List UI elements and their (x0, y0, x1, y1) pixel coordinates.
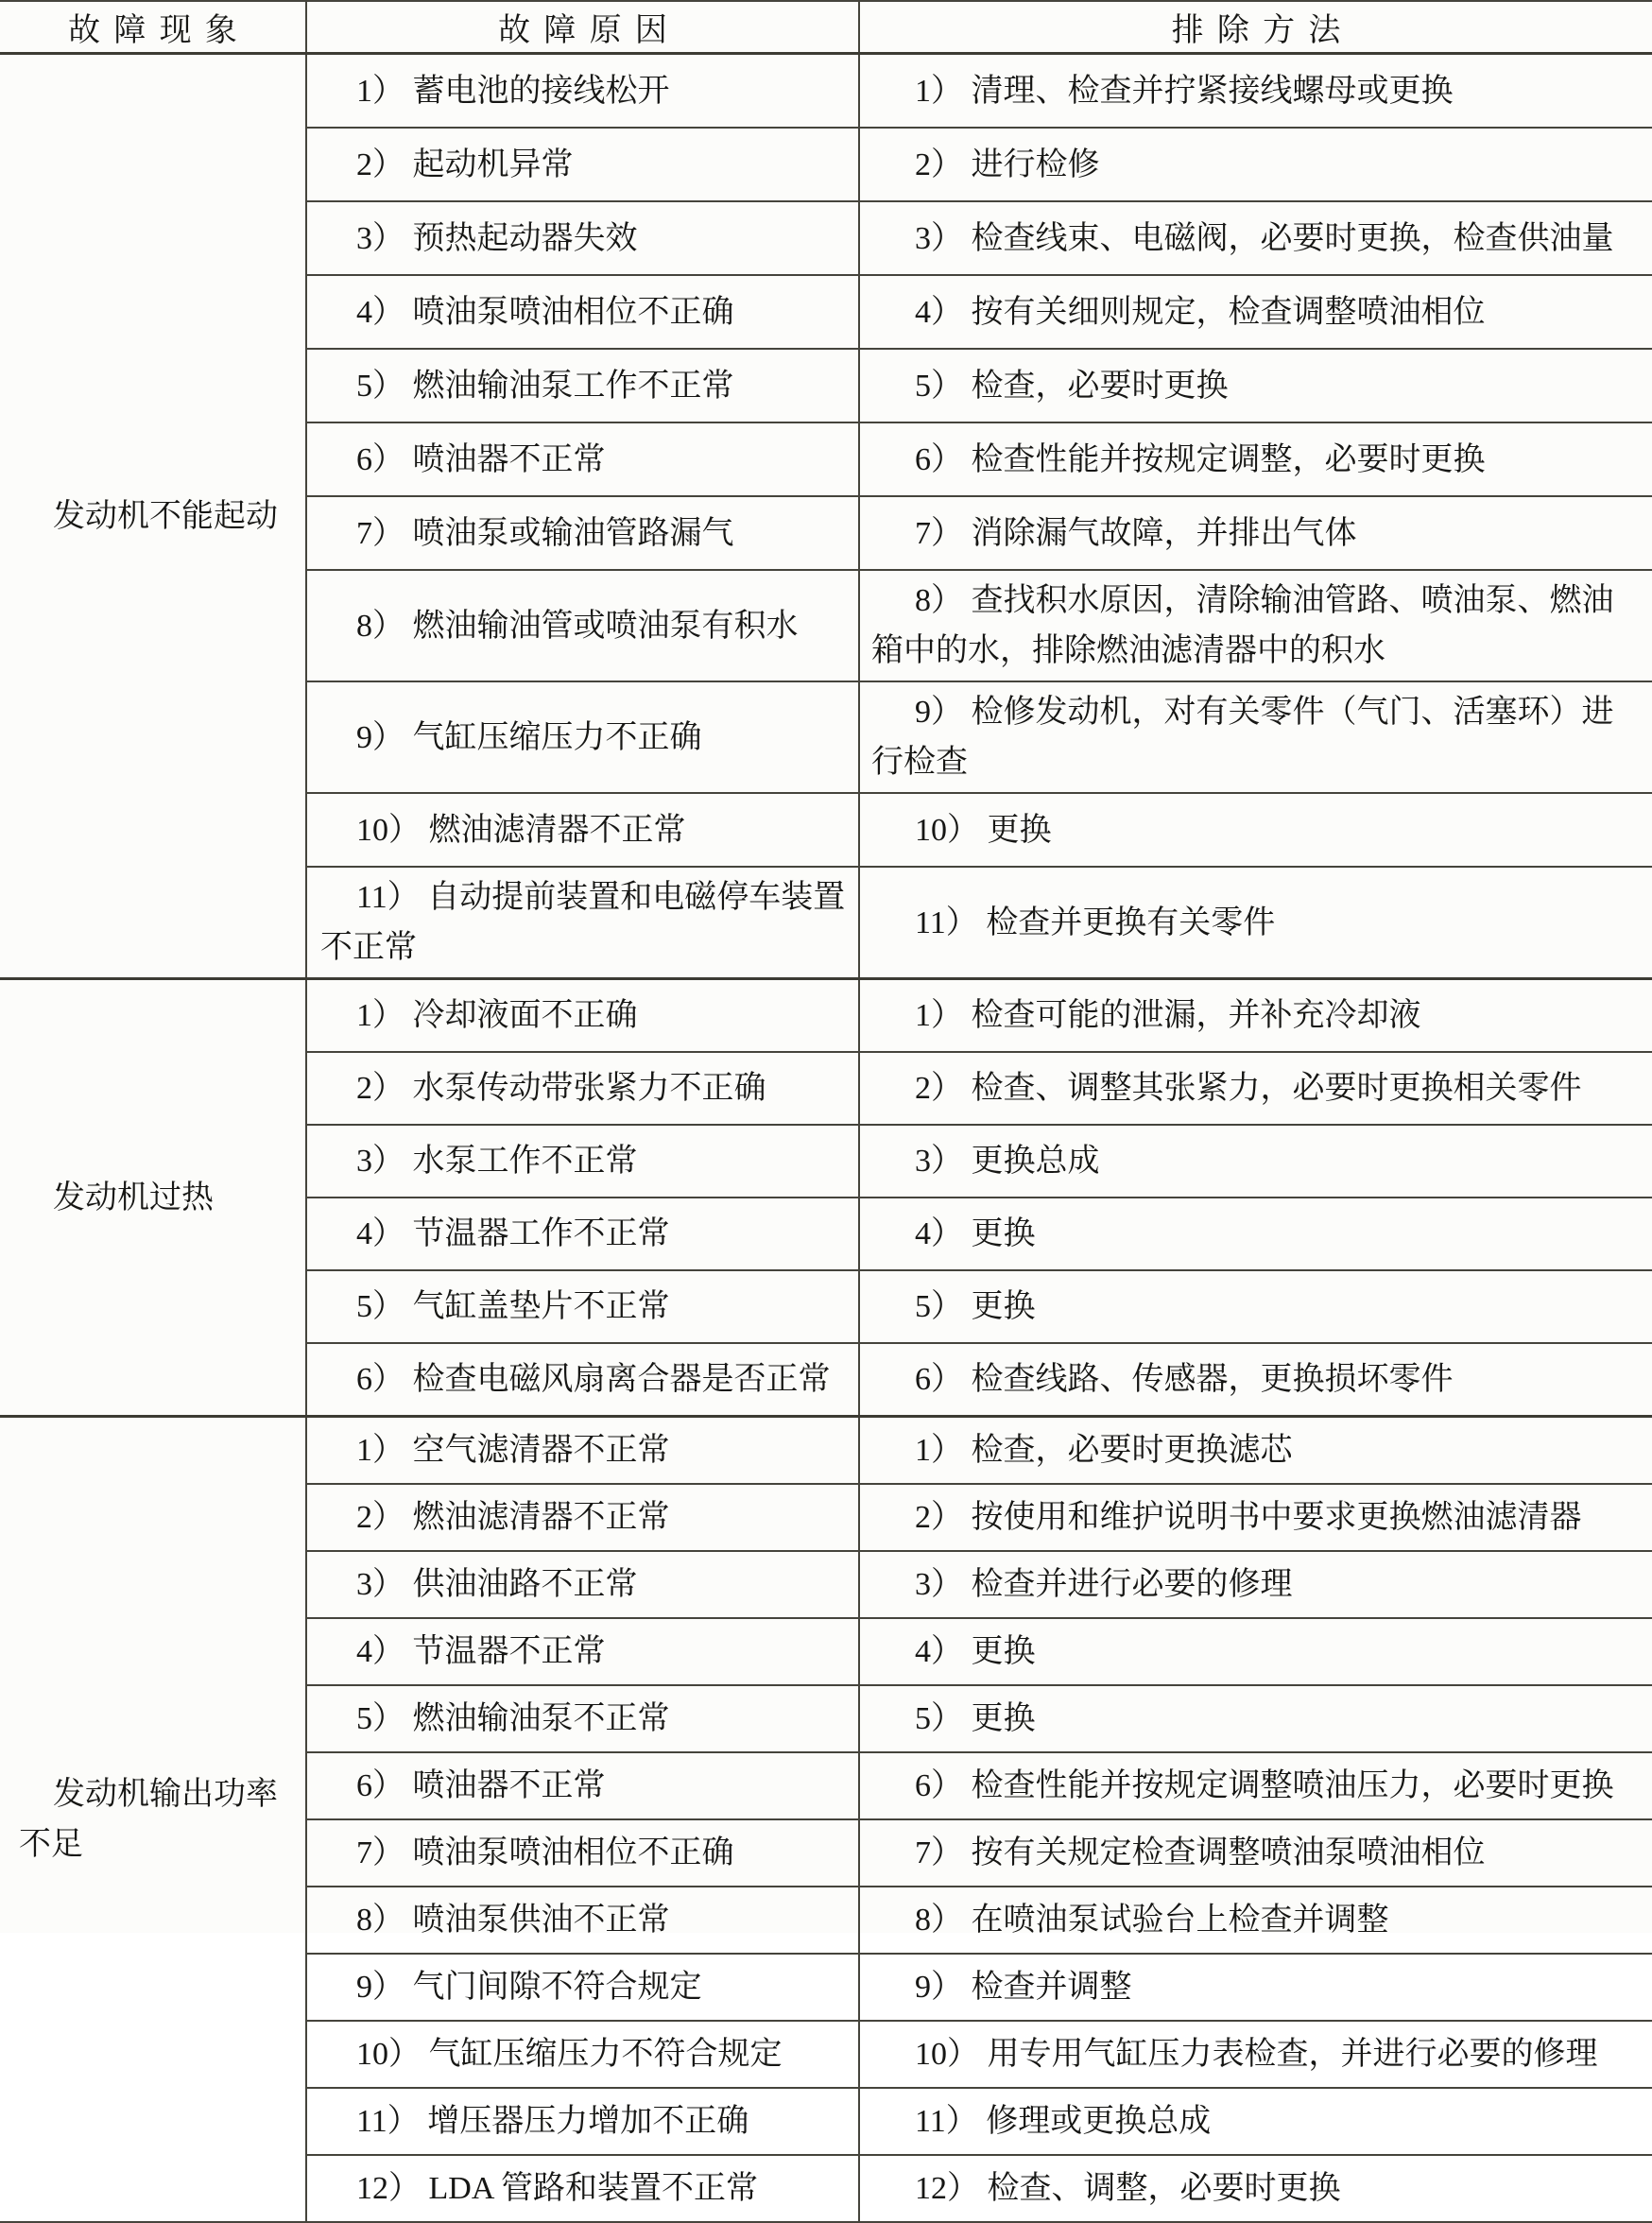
header-phenomenon: 故障现象 (0, 1, 306, 54)
cause-cell: 2） 水泵传动带张紧力不正确 (306, 1052, 859, 1125)
phenomenon-cell: 发动机输出功率不足 (0, 1417, 306, 2223)
table-row (0, 1417, 1652, 1485)
section-insufficient-output-power (0, 1417, 1652, 2223)
table-row (0, 979, 1652, 1053)
remedy-cell: 5） 更换 (859, 1270, 1652, 1343)
remedy-cell: 6） 检查性能并按规定调整，必要时更换 (859, 422, 1652, 496)
remedy-cell: 1） 检查，必要时更换滤芯 (859, 1417, 1652, 1485)
remedy-cell: 10） 更换 (859, 793, 1652, 867)
cause-cell: 3） 水泵工作不正常 (306, 1125, 859, 1198)
section-engine-overheats (0, 979, 1652, 1417)
remedy-cell: 11） 检查并更换有关零件 (859, 867, 1652, 979)
phenomenon-cell: 发动机过热 (0, 979, 306, 1417)
cause-cell: 10） 气缸压缩压力不符合规定 (306, 2021, 859, 2088)
cause-cell: 9） 气缸压缩压力不正确 (306, 681, 859, 793)
cause-cell: 1） 空气滤清器不正常 (306, 1417, 859, 1485)
cause-cell: 5） 燃油输油泵不正常 (306, 1685, 859, 1752)
remedy-cell: 2） 按使用和维护说明书中要求更换燃油滤清器 (859, 1484, 1652, 1551)
cause-cell: 4） 节温器不正常 (306, 1618, 859, 1685)
cause-cell: 3） 供油油路不正常 (306, 1551, 859, 1618)
remedy-cell: 12） 检查、调整，必要时更换 (859, 2155, 1652, 2222)
header-remedy: 排除方法 (859, 1, 1652, 54)
remedy-cell: 8） 查找积水原因，清除输油管路、喷油泵、燃油箱中的水，排除燃油滤清器中的积水 (859, 570, 1652, 681)
remedy-cell: 1） 检查可能的泄漏，并补充冷却液 (859, 979, 1652, 1053)
cause-cell: 8） 燃油输油管或喷油泵有积水 (306, 570, 859, 681)
remedy-cell: 5） 检查，必要时更换 (859, 349, 1652, 422)
remedy-cell: 2） 检查、调整其张紧力，必要时更换相关零件 (859, 1052, 1652, 1125)
cause-cell: 3） 预热起动器失效 (306, 201, 859, 275)
remedy-cell: 1） 清理、检查并拧紧接线螺母或更换 (859, 54, 1652, 129)
cause-cell: 2） 燃油滤清器不正常 (306, 1484, 859, 1551)
cause-cell: 6） 喷油器不正常 (306, 422, 859, 496)
cause-cell: 5） 气缸盖垫片不正常 (306, 1270, 859, 1343)
remedy-cell: 5） 更换 (859, 1685, 1652, 1752)
cause-cell: 2） 起动机异常 (306, 128, 859, 201)
phenomenon-cell: 发动机不能起动 (0, 54, 306, 979)
remedy-cell: 9） 检修发动机，对有关零件（气门、活塞环）进行检查 (859, 681, 1652, 793)
cause-cell: 1） 蓄电池的接线松开 (306, 54, 859, 129)
remedy-cell: 3） 检查并进行必要的修理 (859, 1551, 1652, 1618)
header-cause: 故障原因 (306, 1, 859, 54)
cause-cell: 7） 喷油泵或输油管路漏气 (306, 496, 859, 570)
cause-cell: 1） 冷却液面不正确 (306, 979, 859, 1053)
cause-cell: 4） 节温器工作不正常 (306, 1198, 859, 1270)
cause-cell: 10） 燃油滤清器不正常 (306, 793, 859, 867)
cause-cell: 4） 喷油泵喷油相位不正确 (306, 275, 859, 349)
remedy-cell: 6） 检查性能并按规定调整喷油压力，必要时更换 (859, 1752, 1652, 1819)
cause-cell: 7） 喷油泵喷油相位不正确 (306, 1819, 859, 1887)
section-engine-wont-start (0, 54, 1652, 979)
remedy-cell: 6） 检查线路、传感器，更换损坏零件 (859, 1343, 1652, 1417)
remedy-cell: 10） 用专用气缸压力表检查，并进行必要的修理 (859, 2021, 1652, 2088)
cause-cell: 8） 喷油泵供油不正常 (306, 1887, 859, 1954)
remedy-cell: 11） 修理或更换总成 (859, 2088, 1652, 2155)
cause-cell: 11） 增压器压力增加不正确 (306, 2088, 859, 2155)
table-row (0, 54, 1652, 129)
remedy-cell: 4） 更换 (859, 1618, 1652, 1685)
cause-cell: 5） 燃油输油泵工作不正常 (306, 349, 859, 422)
remedy-cell: 8） 在喷油泵试验台上检查并调整 (859, 1887, 1652, 1954)
remedy-cell: 7） 消除漏气故障，并排出气体 (859, 496, 1652, 570)
remedy-cell: 9） 检查并调整 (859, 1954, 1652, 2021)
remedy-cell: 4） 按有关细则规定，检查调整喷油相位 (859, 275, 1652, 349)
remedy-cell: 7） 按有关规定检查调整喷油泵喷油相位 (859, 1819, 1652, 1887)
header-row (0, 1, 1652, 54)
remedy-cell: 3） 检查线束、电磁阀，必要时更换，检查供油量 (859, 201, 1652, 275)
cause-cell: 9） 气门间隙不符合规定 (306, 1954, 859, 2021)
cause-cell: 6） 喷油器不正常 (306, 1752, 859, 1819)
remedy-cell: 2） 进行检修 (859, 128, 1652, 201)
remedy-cell: 4） 更换 (859, 1198, 1652, 1270)
cause-cell: 12） LDA 管路和装置不正常 (306, 2155, 859, 2222)
remedy-cell: 3） 更换总成 (859, 1125, 1652, 1198)
cause-cell: 11） 自动提前装置和电磁停车装置不正常 (306, 867, 859, 979)
cause-cell: 6） 检查电磁风扇离合器是否正常 (306, 1343, 859, 1417)
